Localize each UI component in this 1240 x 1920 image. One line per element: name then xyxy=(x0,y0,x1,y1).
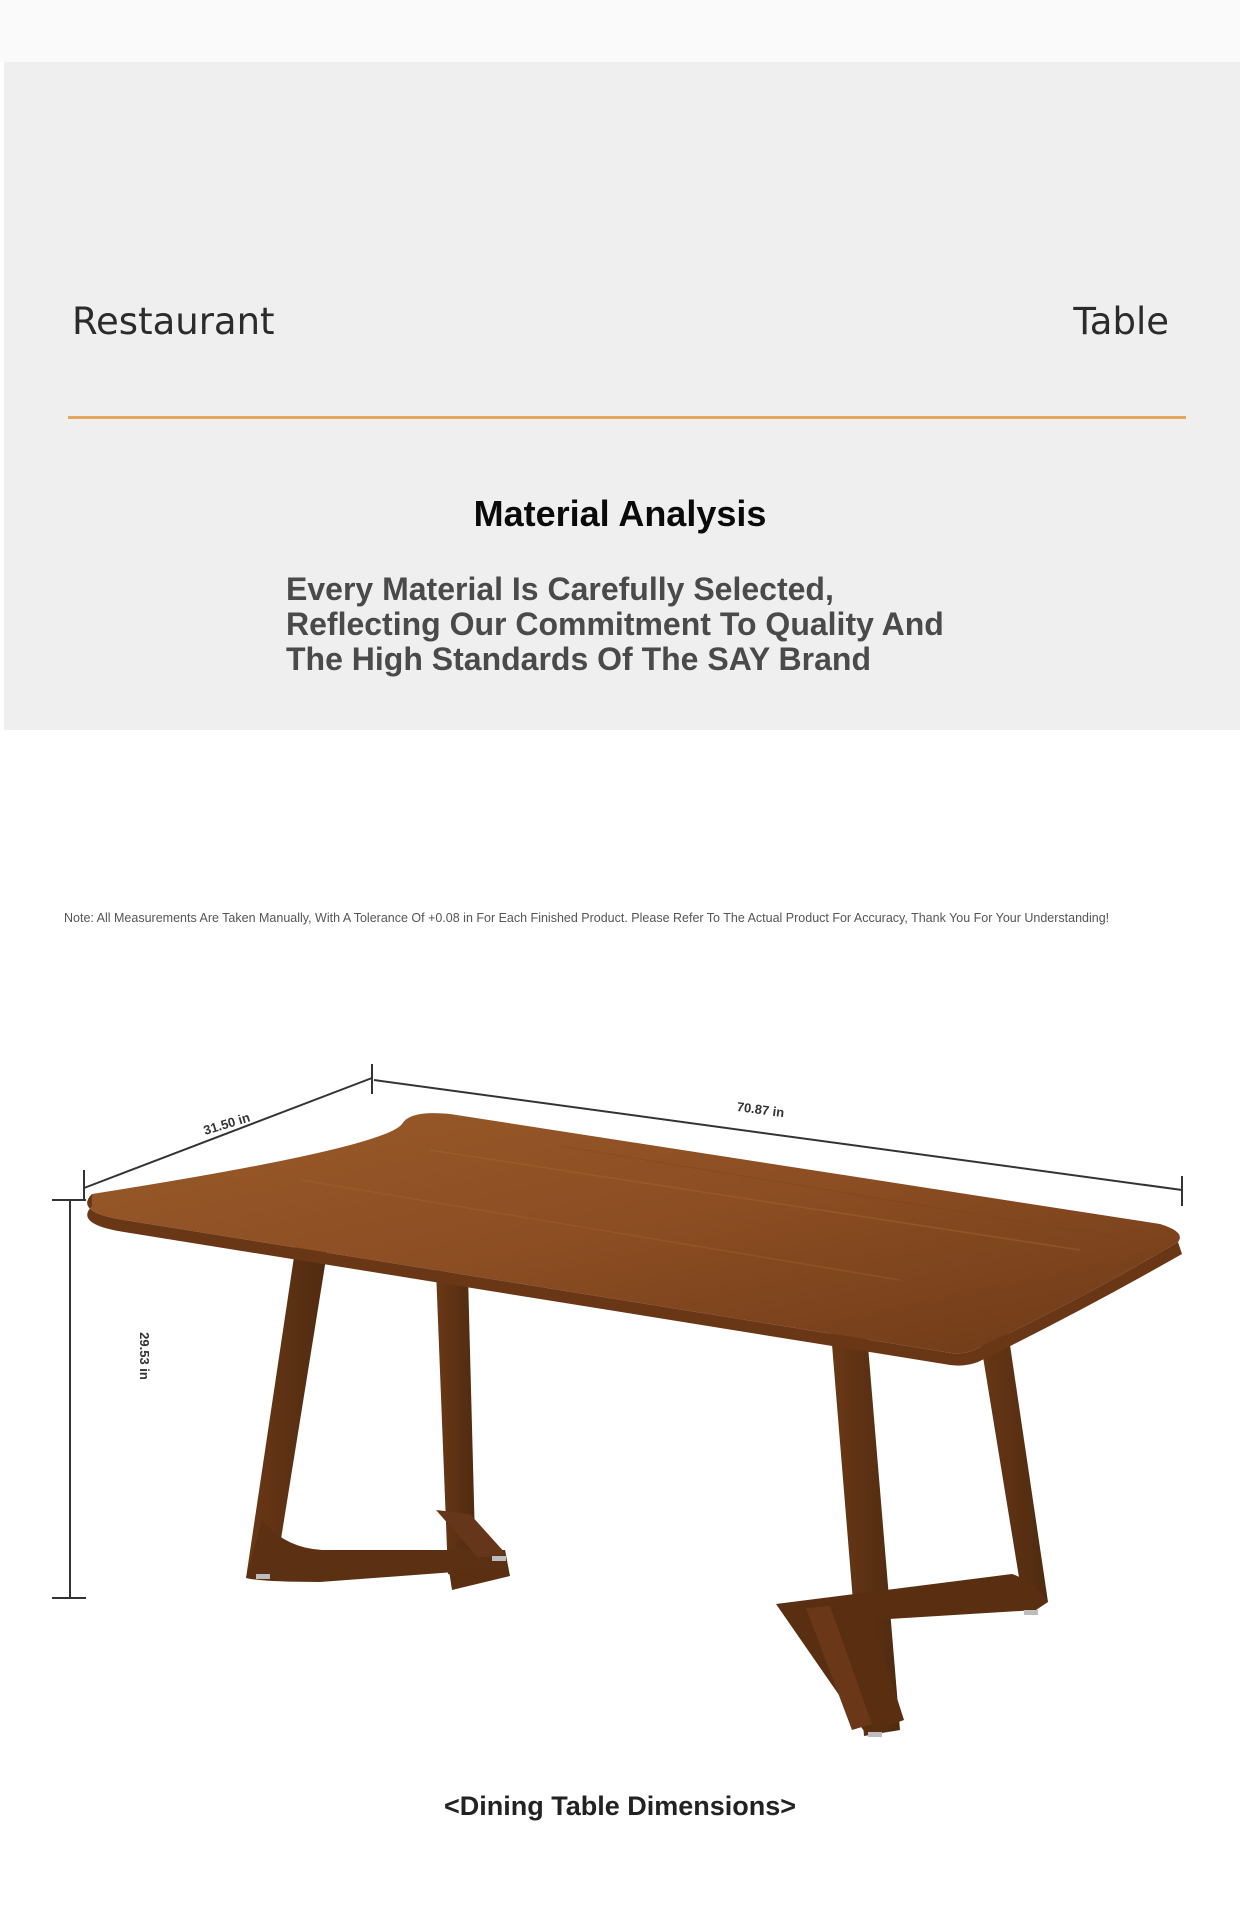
material-analysis-title: Material Analysis xyxy=(473,493,767,534)
dimension-depth-label: 31.50 in xyxy=(201,1109,252,1138)
banner-word-restaurant: Restaurant xyxy=(72,300,275,343)
measurement-note: Note: All Measurements Are Taken Manually, With A Tolerance Of +0.08 in For Each Finished Product. Please Refer To The Actual Product For Accuracy, Thank You For Your Understanding! xyxy=(64,911,1110,925)
top-strip xyxy=(0,0,1240,62)
table-leg-back-right xyxy=(976,1314,1048,1608)
dimension-height-label: 29.53 in xyxy=(137,1332,152,1380)
figure-caption: <Dining Table Dimensions> xyxy=(443,1791,797,1821)
accent-divider xyxy=(68,416,1186,419)
table-feet xyxy=(256,1556,1038,1737)
dining-table-illustration xyxy=(0,1030,1240,1750)
material-analysis-subtitle: Every Material Is Carefully Selected, Reflecting Our Commitment To Quality And The High Standards Of The SAY Brand xyxy=(286,571,944,677)
table-top xyxy=(87,1113,1182,1365)
dimension-length-label: 70.87 in xyxy=(735,1098,786,1121)
banner-word-table: Table xyxy=(1073,300,1169,343)
